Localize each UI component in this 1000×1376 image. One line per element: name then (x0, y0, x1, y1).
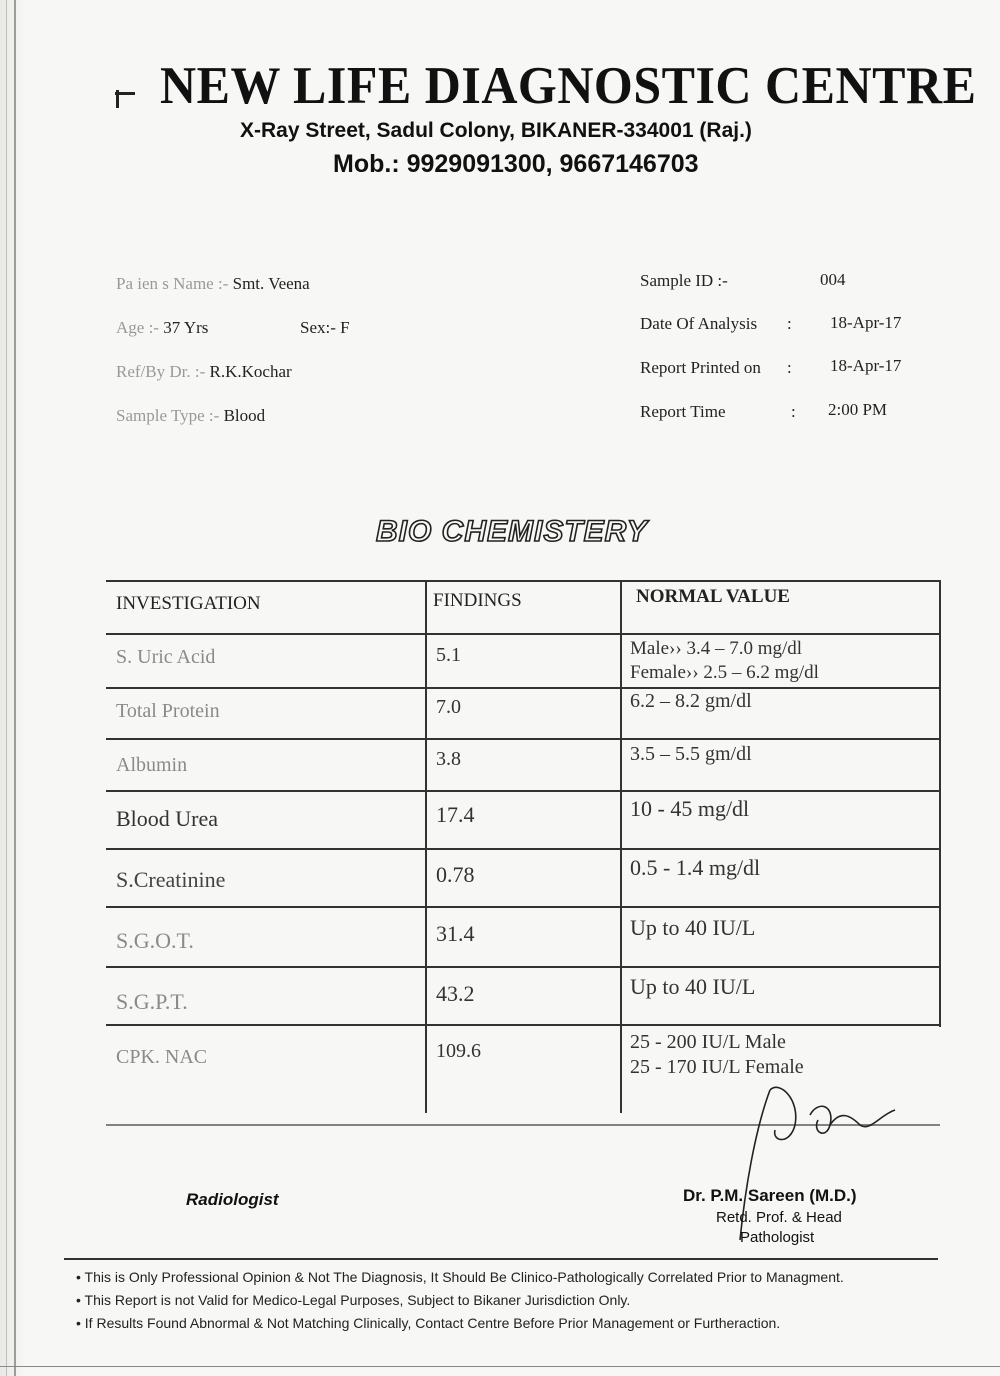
sample-type-label: Sample Type :- (116, 406, 220, 425)
row-normal: Up to 40 IU/L (630, 915, 756, 940)
meta-colon: : (787, 314, 792, 333)
footer-note-2 (76, 1292, 630, 1308)
date-analysis-value: 18-Apr-17 (830, 313, 902, 332)
radiologist-label: Radiologist (186, 1190, 279, 1209)
header-mark (116, 90, 119, 108)
section-title: BIO CHEMISTERY (376, 515, 648, 548)
doctor-name: Dr. P.M. Sareen (M.D.) (683, 1186, 857, 1205)
referred-by-label: Ref/By Dr. :- (116, 362, 206, 381)
scan-edge (0, 0, 26, 1376)
patient-sex-value: F (340, 318, 350, 337)
patient-name-row (116, 274, 310, 294)
footer-note-3-text: If Results Found Abnormal & Not Matching Clinically, Contact Centre Before Prior Management or Furtheraction. (84, 1315, 781, 1331)
row-finding: 3.8 (436, 748, 461, 770)
sample-id-value: 004 (820, 270, 846, 289)
row-normal-2: Female›› 2.5 – 6.2 mg/dl (630, 662, 819, 683)
row-finding: 5.1 (436, 644, 461, 666)
sample-id-label: Sample ID :- (640, 271, 728, 290)
printed-on-label: Report Printed on (640, 358, 761, 377)
row-normal: 0.5 - 1.4 mg/dl (630, 855, 761, 880)
table-rule (106, 848, 940, 850)
table-rule (106, 633, 940, 635)
centre-mobile: Mob.: 9929091300, 9667146703 (333, 150, 699, 178)
meta-colon: : (791, 402, 796, 421)
date-analysis-label: Date Of Analysis (640, 314, 758, 333)
footer-note-2-text: This Report is not Valid for Medico-Legal Purposes, Subject to Bikaner Jurisdiction Only. (84, 1292, 631, 1308)
sample-type-value: Blood (223, 406, 266, 425)
row-finding: 17.4 (436, 802, 475, 827)
row-test: S.G.O.T. (116, 928, 194, 953)
sample-type-row (116, 406, 265, 426)
table-divider (939, 580, 941, 1027)
footer-note-1-text: This is Only Professional Opinion & Not The Diagnosis, It Should Be Clinico-Pathologically Correlated Prior to Managment. (84, 1269, 844, 1285)
row-test: S.Creatinine (116, 867, 226, 892)
table-rule (106, 738, 940, 740)
row-normal: Up to 40 IU/L (630, 974, 756, 999)
report-time-label: Report Time (640, 402, 726, 421)
table-rule (106, 790, 940, 792)
row-normal-2: 25 - 170 IU/L Female (630, 1056, 804, 1078)
patient-name-label: Pa ien s Name :- (116, 274, 229, 293)
row-test: Albumin (116, 754, 188, 776)
row-finding: 31.4 (436, 921, 475, 946)
row-test: S.G.P.T. (116, 989, 188, 1014)
patient-age-row (116, 318, 208, 338)
table-rule (106, 966, 940, 968)
table-rule (106, 906, 940, 908)
row-test: Blood Urea (116, 806, 219, 831)
patient-sex-label: Sex:- (300, 318, 336, 337)
referred-by-value: R.K.Kochar (209, 362, 292, 381)
table-divider (425, 580, 427, 1113)
footer-note-1 (76, 1269, 844, 1285)
row-normal: 6.2 – 8.2 gm/dl (630, 690, 752, 712)
row-test: Total Protein (116, 700, 220, 722)
row-finding: 43.2 (436, 981, 475, 1006)
row-finding: 7.0 (436, 696, 461, 718)
footer-note-3 (76, 1315, 780, 1331)
header-findings: FINDINGS (433, 590, 522, 611)
centre-address: X-Ray Street, Sadul Colony, BIKANER-334001 (Raj.) (240, 119, 752, 142)
printed-on-value: 18-Apr-17 (830, 356, 902, 375)
bullet-icon: • (76, 1269, 81, 1285)
patient-sex-row (300, 318, 350, 338)
table-rule (106, 687, 940, 689)
bottom-edge-rule (0, 1366, 1000, 1367)
bullet-icon: • (76, 1315, 81, 1331)
bullet-icon: • (76, 1292, 81, 1308)
row-normal: Male›› 3.4 – 7.0 mg/dl (630, 638, 803, 659)
report-time-value: 2:00 PM (828, 400, 888, 419)
scan-line (14, 0, 16, 1376)
row-test: CPK. NAC (116, 1046, 208, 1068)
row-normal: 10 - 45 mg/dl (630, 796, 750, 821)
table-divider (620, 580, 622, 1113)
header-normal-value: NORMAL VALUE (636, 586, 790, 607)
table-rule (106, 580, 940, 582)
meta-colon: : (787, 358, 792, 377)
referred-by-row (116, 362, 292, 382)
doctor-title: Retd. Prof. & Head (716, 1209, 842, 1226)
patient-name-value: Smt. Veena (232, 274, 310, 293)
table-rule (106, 1024, 940, 1026)
row-finding: 0.78 (436, 862, 475, 887)
footer-rule (64, 1258, 938, 1260)
doctor-department: Pathologist (740, 1229, 815, 1246)
row-test: S. Uric Acid (116, 646, 216, 668)
row-finding: 109.6 (436, 1040, 481, 1062)
row-normal: 25 - 200 IU/L Male (630, 1031, 786, 1053)
row-normal: 3.5 – 5.5 gm/dl (630, 743, 752, 765)
patient-age-value: 37 Yrs (163, 318, 209, 337)
patient-age-label: Age :- (116, 318, 159, 337)
header-investigation: INVESTIGATION (116, 593, 261, 614)
scan-line (6, 0, 7, 1376)
centre-name: NEW LIFE DIAGNOSTIC CENTRE (160, 55, 977, 115)
